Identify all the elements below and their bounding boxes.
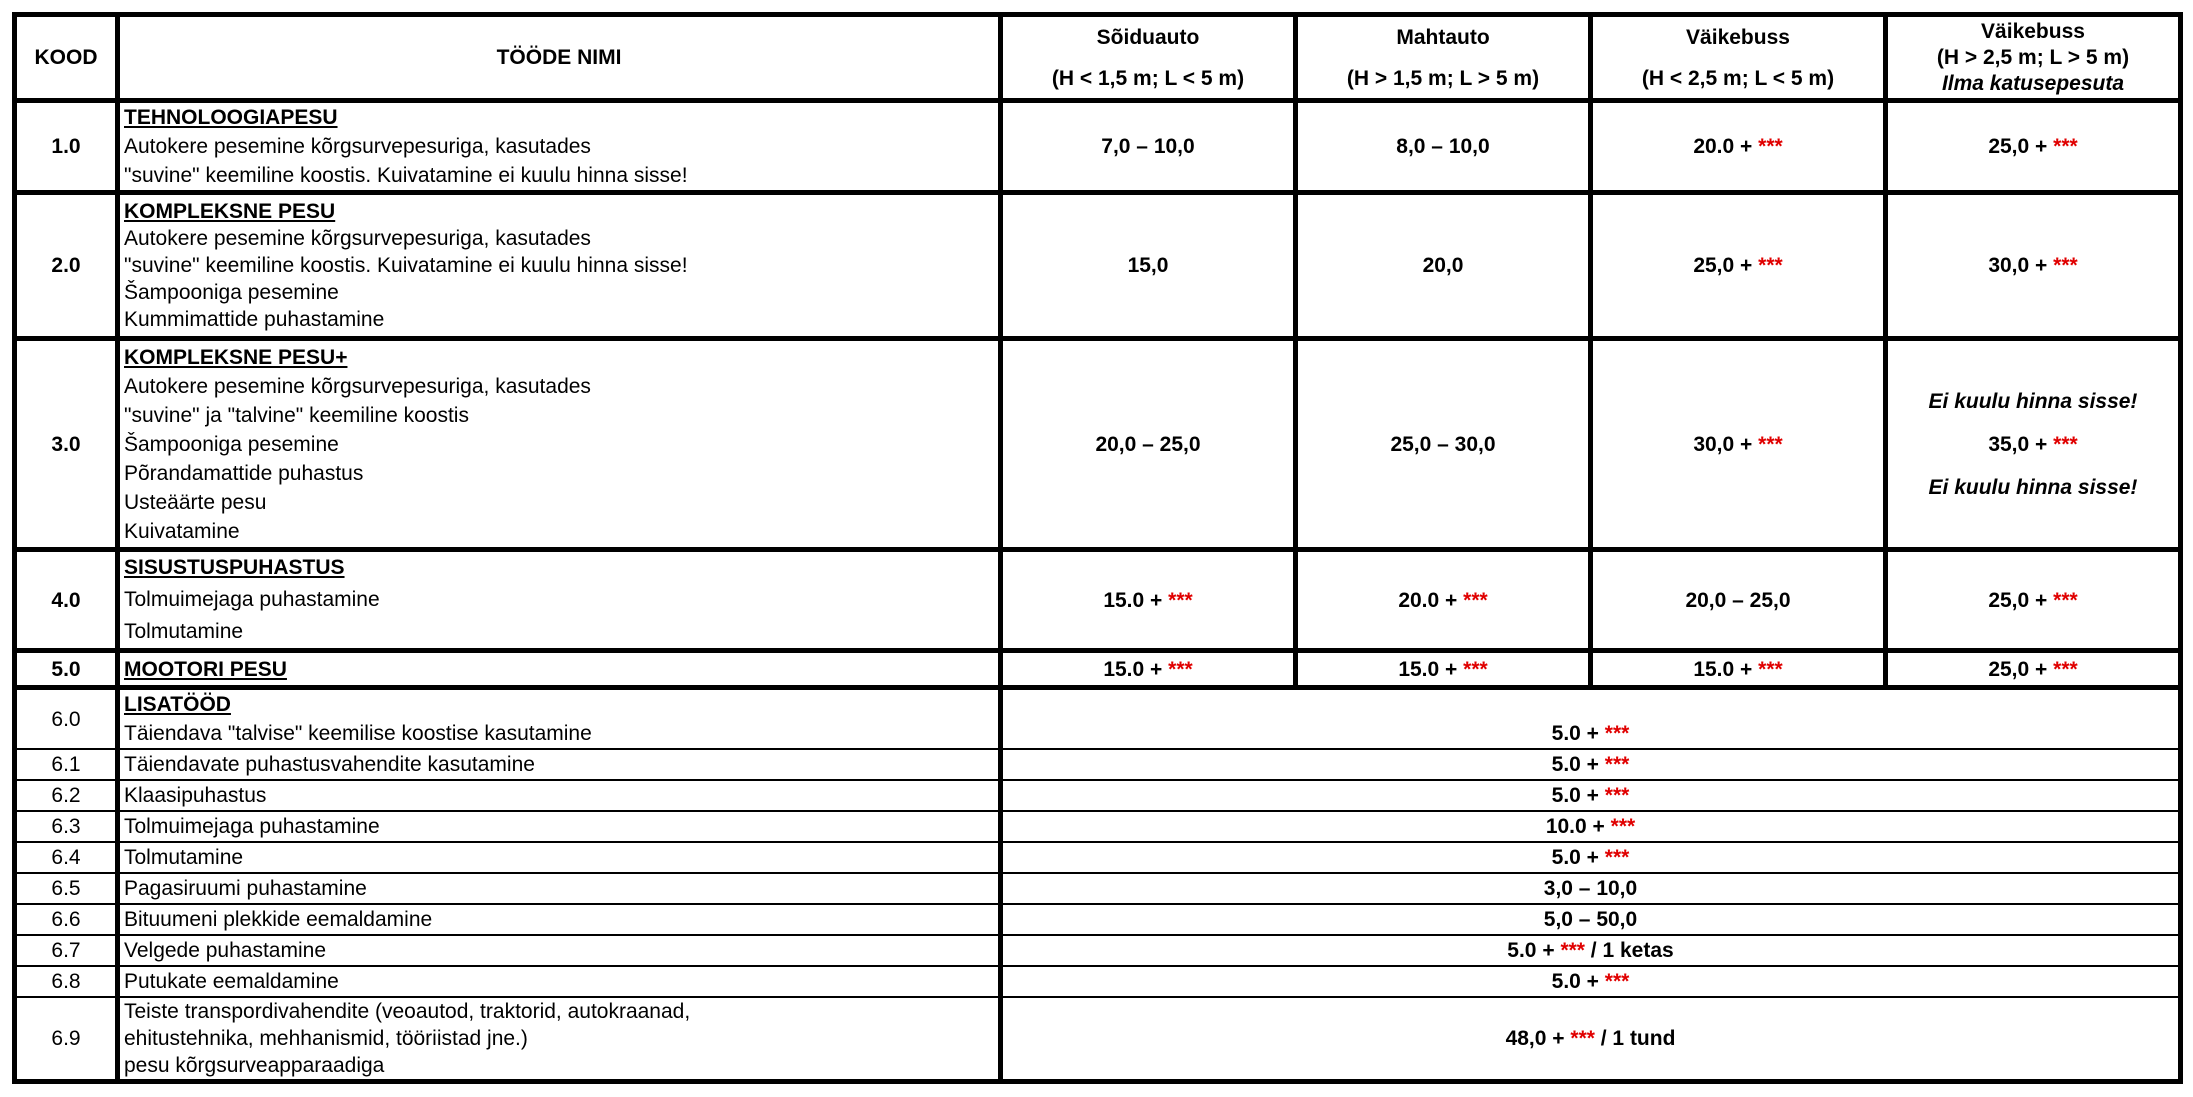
stars-marker: ***: [1463, 657, 1488, 681]
row-description: Tolmutamine: [118, 842, 1001, 873]
stars-marker: ***: [1604, 753, 1630, 776]
table-row: [15, 550, 2181, 651]
row-code: 2.0: [15, 193, 118, 339]
row-description: Täiendavate puhastusvahendite kasutamine: [118, 749, 1001, 780]
table-row: [15, 904, 2181, 935]
price-minibus-tall: [1886, 339, 2181, 550]
stars-marker: ***: [1604, 722, 1630, 745]
price-van: [1296, 550, 1591, 651]
price-minibus: 20,0 – 25,0: [1591, 550, 1886, 651]
row-description: Klaasipuhastus: [118, 780, 1001, 811]
price-value: 5.0 +: [1551, 970, 1605, 993]
row-description: [118, 193, 1001, 339]
price-sedan: [1001, 550, 1296, 651]
price-sedan: 20,0 – 25,0: [1001, 339, 1296, 550]
row-description: Pagasiruumi puhastamine: [118, 873, 1001, 904]
price-minibus-tall: [1886, 193, 2181, 339]
header-col-minibus-dims: (H < 2,5 m; L < 5 m): [1641, 66, 1835, 90]
row-line: Autokere pesemine kõrgsurvepesuriga, kasutades: [124, 227, 591, 250]
price-van: 25,0 – 30,0: [1296, 339, 1591, 550]
row-line: Šampooniga pesemine: [124, 432, 339, 456]
stars-marker: ***: [1168, 588, 1193, 612]
extras-price: [1001, 842, 2181, 873]
price-value: 5.0 +: [1551, 784, 1605, 807]
extras-price: [1001, 966, 2181, 997]
row-description: Putukate eemaldamine: [118, 966, 1001, 997]
price-minibus-tall: [1886, 550, 2181, 651]
row-title: LISATÖÖD: [124, 693, 231, 716]
price-value: 15.0 +: [1103, 588, 1169, 612]
header-col-minibus-tall-title: Väikebuss: [1981, 19, 2085, 43]
price-minibus: [1591, 339, 1886, 550]
header-col-sedan-title: Sõiduauto: [1096, 25, 1200, 49]
row-code: 6.5: [15, 873, 118, 904]
row-line: Tolmuimejaga puhastamine: [124, 588, 380, 611]
row-line: Usteäärte pesu: [124, 490, 267, 514]
price-value: 35,0 +: [1988, 432, 2054, 456]
table-row: [15, 842, 2181, 873]
row-code: 6.2: [15, 780, 118, 811]
table-row: [15, 651, 2181, 688]
price-minibus: [1591, 651, 1886, 688]
row-description: [118, 688, 1001, 750]
stars-marker: ***: [1604, 846, 1630, 869]
row-code: 6.6: [15, 904, 118, 935]
row-description: Bituumeni plekkide eemaldamine: [118, 904, 1001, 935]
price-value: 25,0 +: [1693, 254, 1759, 277]
price-value: 3,0 – 10,0: [1543, 877, 1638, 900]
stars-marker: ***: [1168, 657, 1193, 681]
stars-marker: ***: [1758, 254, 1783, 277]
header-col-sedan: [1001, 15, 1296, 101]
row-description: [118, 997, 1001, 1082]
row-description: [118, 101, 1001, 193]
row-line: "suvine" keemiline koostis. Kuivatamine ei kuulu hinna sisse!: [124, 164, 688, 187]
stars-marker: ***: [1604, 784, 1630, 807]
stars-marker: ***: [2053, 588, 2078, 612]
not-included-note: Ei kuulu hinna sisse!: [1928, 475, 2138, 499]
row-code: 6.1: [15, 749, 118, 780]
row-code: 6.0: [15, 688, 118, 750]
row-line: Autokere pesemine kõrgsurvepesuriga, kasutades: [124, 374, 591, 398]
stars-marker: ***: [1560, 939, 1585, 962]
row-code: 6.4: [15, 842, 118, 873]
price-value: 20.0 +: [1398, 588, 1464, 612]
header-col-minibus-tall-note: Ilma katusepesuta: [1941, 71, 2125, 95]
price-value: 30,0 +: [1988, 254, 2054, 277]
header-col-minibus: [1591, 15, 1886, 101]
extras-header-row: [15, 688, 2181, 750]
row-line: Tolmutamine: [124, 620, 244, 643]
row-description: Velgede puhastamine: [118, 935, 1001, 966]
header-col-minibus-tall: [1886, 15, 2181, 101]
price-value: 20.0 +: [1693, 135, 1759, 158]
row-code: 6.3: [15, 811, 118, 842]
price-value: 15.0 +: [1103, 657, 1169, 681]
row-code: 6.7: [15, 935, 118, 966]
row-code: 4.0: [15, 550, 118, 651]
price-sedan: [1001, 651, 1296, 688]
price-sedan: 7,0 – 10,0: [1001, 101, 1296, 193]
table-row: [15, 811, 2181, 842]
row-code: 5.0: [15, 651, 118, 688]
row-code: 3.0: [15, 339, 118, 550]
table-row: [15, 966, 2181, 997]
row-line: Kummimattide puhastamine: [124, 308, 385, 331]
stars-marker: ***: [2053, 135, 2078, 158]
row-code: 6.8: [15, 966, 118, 997]
price-minibus-tall: [1886, 101, 2181, 193]
header-col-minibus-title: Väikebuss: [1686, 25, 1790, 49]
not-included-note: Ei kuulu hinna sisse!: [1928, 389, 2138, 413]
stars-marker: ***: [2053, 254, 2078, 277]
row-title: MOOTORI PESU: [124, 657, 287, 681]
row-line: Šampooniga pesemine: [124, 281, 339, 304]
price-minibus: [1591, 193, 1886, 339]
row-description: [118, 651, 1001, 688]
header-row: [15, 15, 2181, 101]
price-value-wrap: [1888, 430, 2178, 459]
row-title: SISUSTUSPUHASTUS: [124, 556, 345, 579]
extras-price: [1001, 935, 2181, 966]
stars-marker: ***: [1570, 1027, 1595, 1050]
row-code: 1.0: [15, 101, 118, 193]
row-line: "suvine" ja "talvine" keemiline koostis: [124, 403, 469, 427]
price-table: [12, 12, 2183, 1084]
stars-marker: ***: [2053, 432, 2078, 456]
row-code: 6.9: [15, 997, 118, 1082]
price-value: 5.0 +: [1551, 722, 1605, 745]
stars-marker: ***: [1610, 815, 1636, 838]
price-value: 25,0 +: [1988, 588, 2054, 612]
price-minibus: [1591, 101, 1886, 193]
extras-price: [1001, 873, 2181, 904]
extras-price: [1001, 749, 2181, 780]
price-van: 8,0 – 10,0: [1296, 101, 1591, 193]
price-value: 5,0 – 50,0: [1543, 908, 1638, 931]
row-line: Autokere pesemine kõrgsurvepesuriga, kasutades: [124, 135, 591, 158]
stars-marker: ***: [1604, 970, 1630, 993]
stars-marker: ***: [1463, 588, 1488, 612]
row-line: Kuivatamine: [124, 519, 240, 543]
stars-marker: ***: [1758, 135, 1783, 158]
price-value: 5.0 +: [1551, 846, 1605, 869]
price-sedan: 15,0: [1001, 193, 1296, 339]
extras-price: [1001, 997, 2181, 1082]
header-code: KOOD: [15, 15, 118, 101]
table-row: [15, 339, 2181, 550]
row-title: KOMPLEKSNE PESU: [124, 200, 336, 223]
price-minibus-tall: [1886, 651, 2181, 688]
price-value: 5.0 +: [1551, 753, 1605, 776]
row-description: [118, 339, 1001, 550]
header-col-van: [1296, 15, 1591, 101]
header-col-van-dims: (H > 1,5 m; L > 5 m): [1346, 66, 1540, 90]
price-value: 5.0 +: [1507, 939, 1561, 962]
table-row: [15, 873, 2181, 904]
header-col-sedan-dims: (H < 1,5 m; L < 5 m): [1051, 66, 1245, 90]
row-line: ehitustehnika, mehhanismid, tööriistad jne.): [124, 1027, 528, 1050]
header-col-minibus-tall-dims: (H > 2,5 m; L > 5 m): [1936, 45, 2130, 69]
price-suffix: / 1 tund: [1594, 1027, 1676, 1050]
price-value: 25,0 +: [1988, 657, 2054, 681]
table-row: [15, 101, 2181, 193]
table-row: [15, 193, 2181, 339]
price-value: 10.0 +: [1545, 815, 1611, 838]
row-title: TEHNOLOOGIAPESU: [124, 106, 338, 129]
price-value: 15.0 +: [1693, 657, 1759, 681]
table-row: [15, 997, 2181, 1082]
row-title: KOMPLEKSNE PESU+: [124, 345, 348, 369]
row-line: Teiste transpordivahendite (veoautod, traktorid, autokraanad,: [124, 1000, 691, 1023]
row-description: [118, 550, 1001, 651]
price-van: 20,0: [1296, 193, 1591, 339]
stars-marker: ***: [2053, 657, 2078, 681]
price-value: 15.0 +: [1398, 657, 1464, 681]
price-suffix: / 1 ketas: [1584, 939, 1674, 962]
row-line: Täiendava "talvise" keemilise koostise kasutamine: [124, 722, 592, 745]
price-value: 30,0 +: [1693, 432, 1759, 456]
extras-price: [1001, 811, 2181, 842]
price-value: 25,0 +: [1988, 135, 2054, 158]
table-row: [15, 749, 2181, 780]
row-line: Põrandamattide puhastus: [124, 461, 364, 485]
row-description: Tolmuimejaga puhastamine: [118, 811, 1001, 842]
header-name: TÖÖDE NIMI: [118, 15, 1001, 101]
extras-price: [1001, 904, 2181, 935]
table-row: [15, 935, 2181, 966]
header-col-van-title: Mahtauto: [1396, 25, 1490, 49]
extras-price: [1001, 780, 2181, 811]
stars-marker: ***: [1758, 432, 1783, 456]
row-line: pesu kõrgsurveapparaadiga: [124, 1054, 385, 1077]
table-row: [15, 780, 2181, 811]
extras-price: [1001, 688, 2181, 750]
price-value: 48,0 +: [1505, 1027, 1571, 1050]
row-line: "suvine" keemiline koostis. Kuivatamine ei kuulu hinna sisse!: [124, 254, 688, 277]
stars-marker: ***: [1758, 657, 1783, 681]
price-van: [1296, 651, 1591, 688]
